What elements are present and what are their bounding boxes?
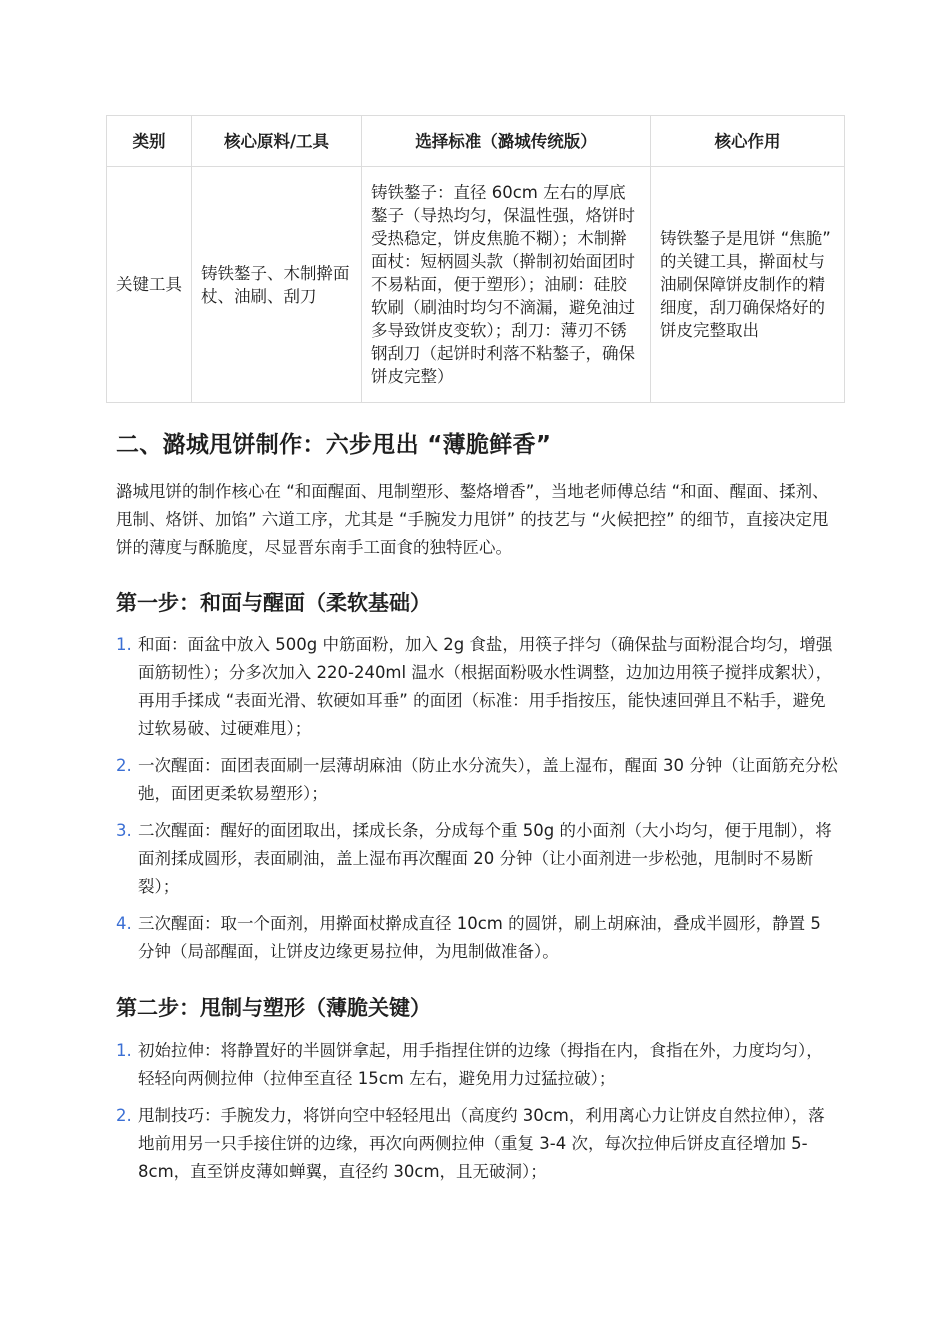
list-item	[116, 817, 838, 901]
section-heading: 二、潞城甩饼制作：六步甩出 “薄脆鲜香”	[116, 432, 552, 458]
step2-heading: 第二步：甩制与塑形（薄脆关键）	[116, 996, 431, 1020]
list-text: 和面：面盆中放入 500g 中筋面粉，加入 2g 食盐，用筷子拌匀（确保盐与面粉混合均匀，增强面筋韧性）；分多次加入 220-240ml 温水（根据面粉吸水性调整，边加边用筷子搅拌成絮状），再用手揉成 “表面光滑、软硬如耳垂” 的面团（标准：用手指按压，能快速回弹且不粘手，避免过软易破、过硬难甩）；	[138, 635, 833, 738]
list-number: 3.	[116, 821, 132, 840]
list-number: 1.	[116, 635, 132, 654]
list-text: 一次醒面：面团表面刷一层薄胡麻油（防止水分流失），盖上湿布，醒面 30 分钟（让面筋充分松弛，面团更柔软易塑形）；	[138, 756, 838, 803]
table-header-role: 核心作用	[651, 116, 845, 167]
table-cell-items: 铸铁鏊子、木制擀面杖、油刷、刮刀	[192, 167, 362, 403]
list-item	[116, 752, 838, 808]
table-cell-category: 关键工具	[107, 167, 192, 403]
list-text: 甩制技巧：手腕发力，将饼向空中轻轻甩出（高度约 30cm，利用离心力让饼皮自然拉伸），落地前用另一只手接住饼的边缘，再次向两侧拉伸（重复 3-4 次，每次拉伸后饼皮直径增加 5-8cm，直至饼皮薄如蝉翼，直径约 30cm，且无破洞）；	[138, 1106, 825, 1181]
step1-heading: 第一步：和面与醒面（柔软基础）	[116, 591, 431, 615]
list-item	[116, 1102, 838, 1186]
list-number: 2.	[116, 1106, 132, 1125]
list-text: 三次醒面：取一个面剂，用擀面杖擀成直径 10cm 的圆饼，刷上胡麻油，叠成半圆形，静置 5 分钟（局部醒面，让饼皮边缘更易拉伸，为甩制做准备）。	[138, 914, 821, 961]
table-row	[107, 167, 845, 403]
list-text: 初始拉伸：将静置好的半圆饼拿起，用手指捏住饼的边缘（拇指在内，食指在外，力度均匀），轻轻向两侧拉伸（拉伸至直径 15cm 左右，避免用力过猛拉破）；	[138, 1041, 823, 1088]
table-cell-standard: 铸铁鏊子：直径 60cm 左右的厚底鏊子（导热均匀，保温性强，烙饼时受热稳定，饼皮焦脆不糊）；木制擀面杖：短柄圆头款（擀制初始面团时不易粘面，便于塑形）；油刷：硅胶软刷（刷油时均匀不滴漏，避免油过多导致饼皮变软）；刮刀：薄刃不锈钢刮刀（起饼时利落不粘鏊子，确保饼皮完整）	[362, 167, 651, 403]
list-item	[116, 1037, 838, 1093]
table-header-category: 类别	[107, 116, 192, 167]
list-text: 二次醒面：醒好的面团取出，揉成长条，分成每个重 50g 的小面剂（大小均匀，便于甩制），将面剂揉成圆形，表面刷油，盖上湿布再次醒面 20 分钟（让小面剂进一步松弛，甩制时不易断裂）；	[138, 821, 832, 896]
list-number: 4.	[116, 914, 132, 933]
table-cell-role: 铸铁鏊子是甩饼 “焦脆” 的关键工具，擀面杖与油刷保障饼皮制作的精细度，刮刀确保烙好的饼皮完整取出	[651, 167, 845, 403]
tools-table	[106, 115, 845, 403]
section-intro-paragraph: 潞城甩饼的制作核心在 “和面醒面、甩制塑形、鏊烙增香”，当地老师傅总结 “和面、醒面、揉剂、甩制、烙饼、加馅” 六道工序，尤其是 “手腕发力甩饼” 的技艺与 “火候把控” 的细节，直接决定甩饼的薄度与酥脆度，尽显晋东南手工面食的独特匠心。	[116, 482, 829, 557]
table-header-standard: 选择标准（潞城传统版）	[362, 116, 651, 167]
list-number: 2.	[116, 756, 132, 775]
table-header-row	[107, 116, 845, 167]
table-header-items: 核心原料/工具	[192, 116, 362, 167]
list-number: 1.	[116, 1041, 132, 1060]
step1-list	[116, 631, 838, 975]
step2-list	[116, 1037, 838, 1195]
list-item	[116, 910, 838, 966]
list-item	[116, 631, 838, 743]
